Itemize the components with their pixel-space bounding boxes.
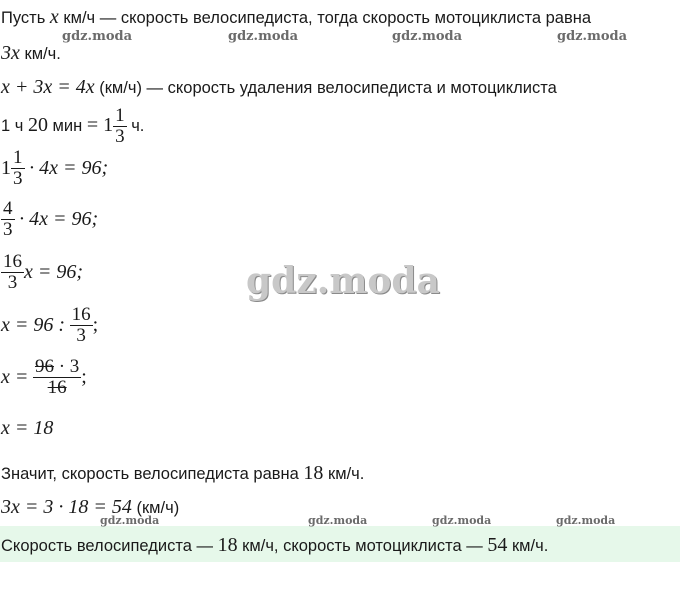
watermark-large: gdz.moda (246, 260, 440, 302)
equation-4: x = 96 : $\frac{16}{3}$ ; (1, 304, 99, 346)
equation-result: x = 18 (1, 417, 54, 439)
watermark: gdz.moda (100, 514, 160, 527)
fraction: $\frac{16}{3}$ (71, 304, 91, 346)
watermark: gdz.moda (556, 514, 616, 527)
conclusion-line-1: Значит, скорость велосипедиста равна 18 км/ч. (1, 462, 365, 484)
fraction: $\frac{1}{3}$ (115, 105, 125, 147)
watermark: gdz.moda (557, 29, 628, 44)
equation-2: $\frac{4}{3}$ · 4x = 96; (3, 198, 99, 240)
watermark: gdz.moda (228, 29, 299, 44)
fraction: $\frac{16}{3}$ (3, 251, 22, 293)
problem-line-3: x + 3x = 4x (км/ч) — скорость удаления велосипедиста и мотоциклиста (1, 76, 557, 98)
watermark: gdz.moda (392, 29, 463, 44)
problem-line-2: 3x км/ч. (1, 42, 61, 64)
fraction-cancelled: $\frac{96 \cdot 3}{16}$ (34, 356, 80, 398)
watermark: gdz.moda (432, 514, 492, 527)
answer-line: Скорость велосипедиста — 18 км/ч, скорость мотоциклиста — 54 км/ч. (1, 534, 549, 556)
problem-line-1: Пусть x км/ч — скорость велосипедиста, тогда скорость мотоциклиста равна (1, 6, 592, 28)
conclusion-line-2: 3x = 3 · 18 = 54 (км/ч) (1, 496, 180, 518)
watermark: gdz.moda (62, 29, 133, 44)
equation-3: $\frac{16}{3}$ x = 96; (3, 251, 84, 293)
fraction: $\frac{4}{3}$ (3, 198, 13, 240)
time-conversion: 1 ч 20 мин = 1 $\frac{1}{3}$ ч. (1, 105, 145, 147)
fraction: $\frac{1}{3}$ (13, 147, 23, 189)
watermark: gdz.moda (308, 514, 368, 527)
equation-5: x = $\frac{96 \cdot 3}{16}$ ; (1, 356, 87, 398)
equation-1: 1 $\frac{1}{3}$ · 4x = 96; (1, 147, 109, 189)
